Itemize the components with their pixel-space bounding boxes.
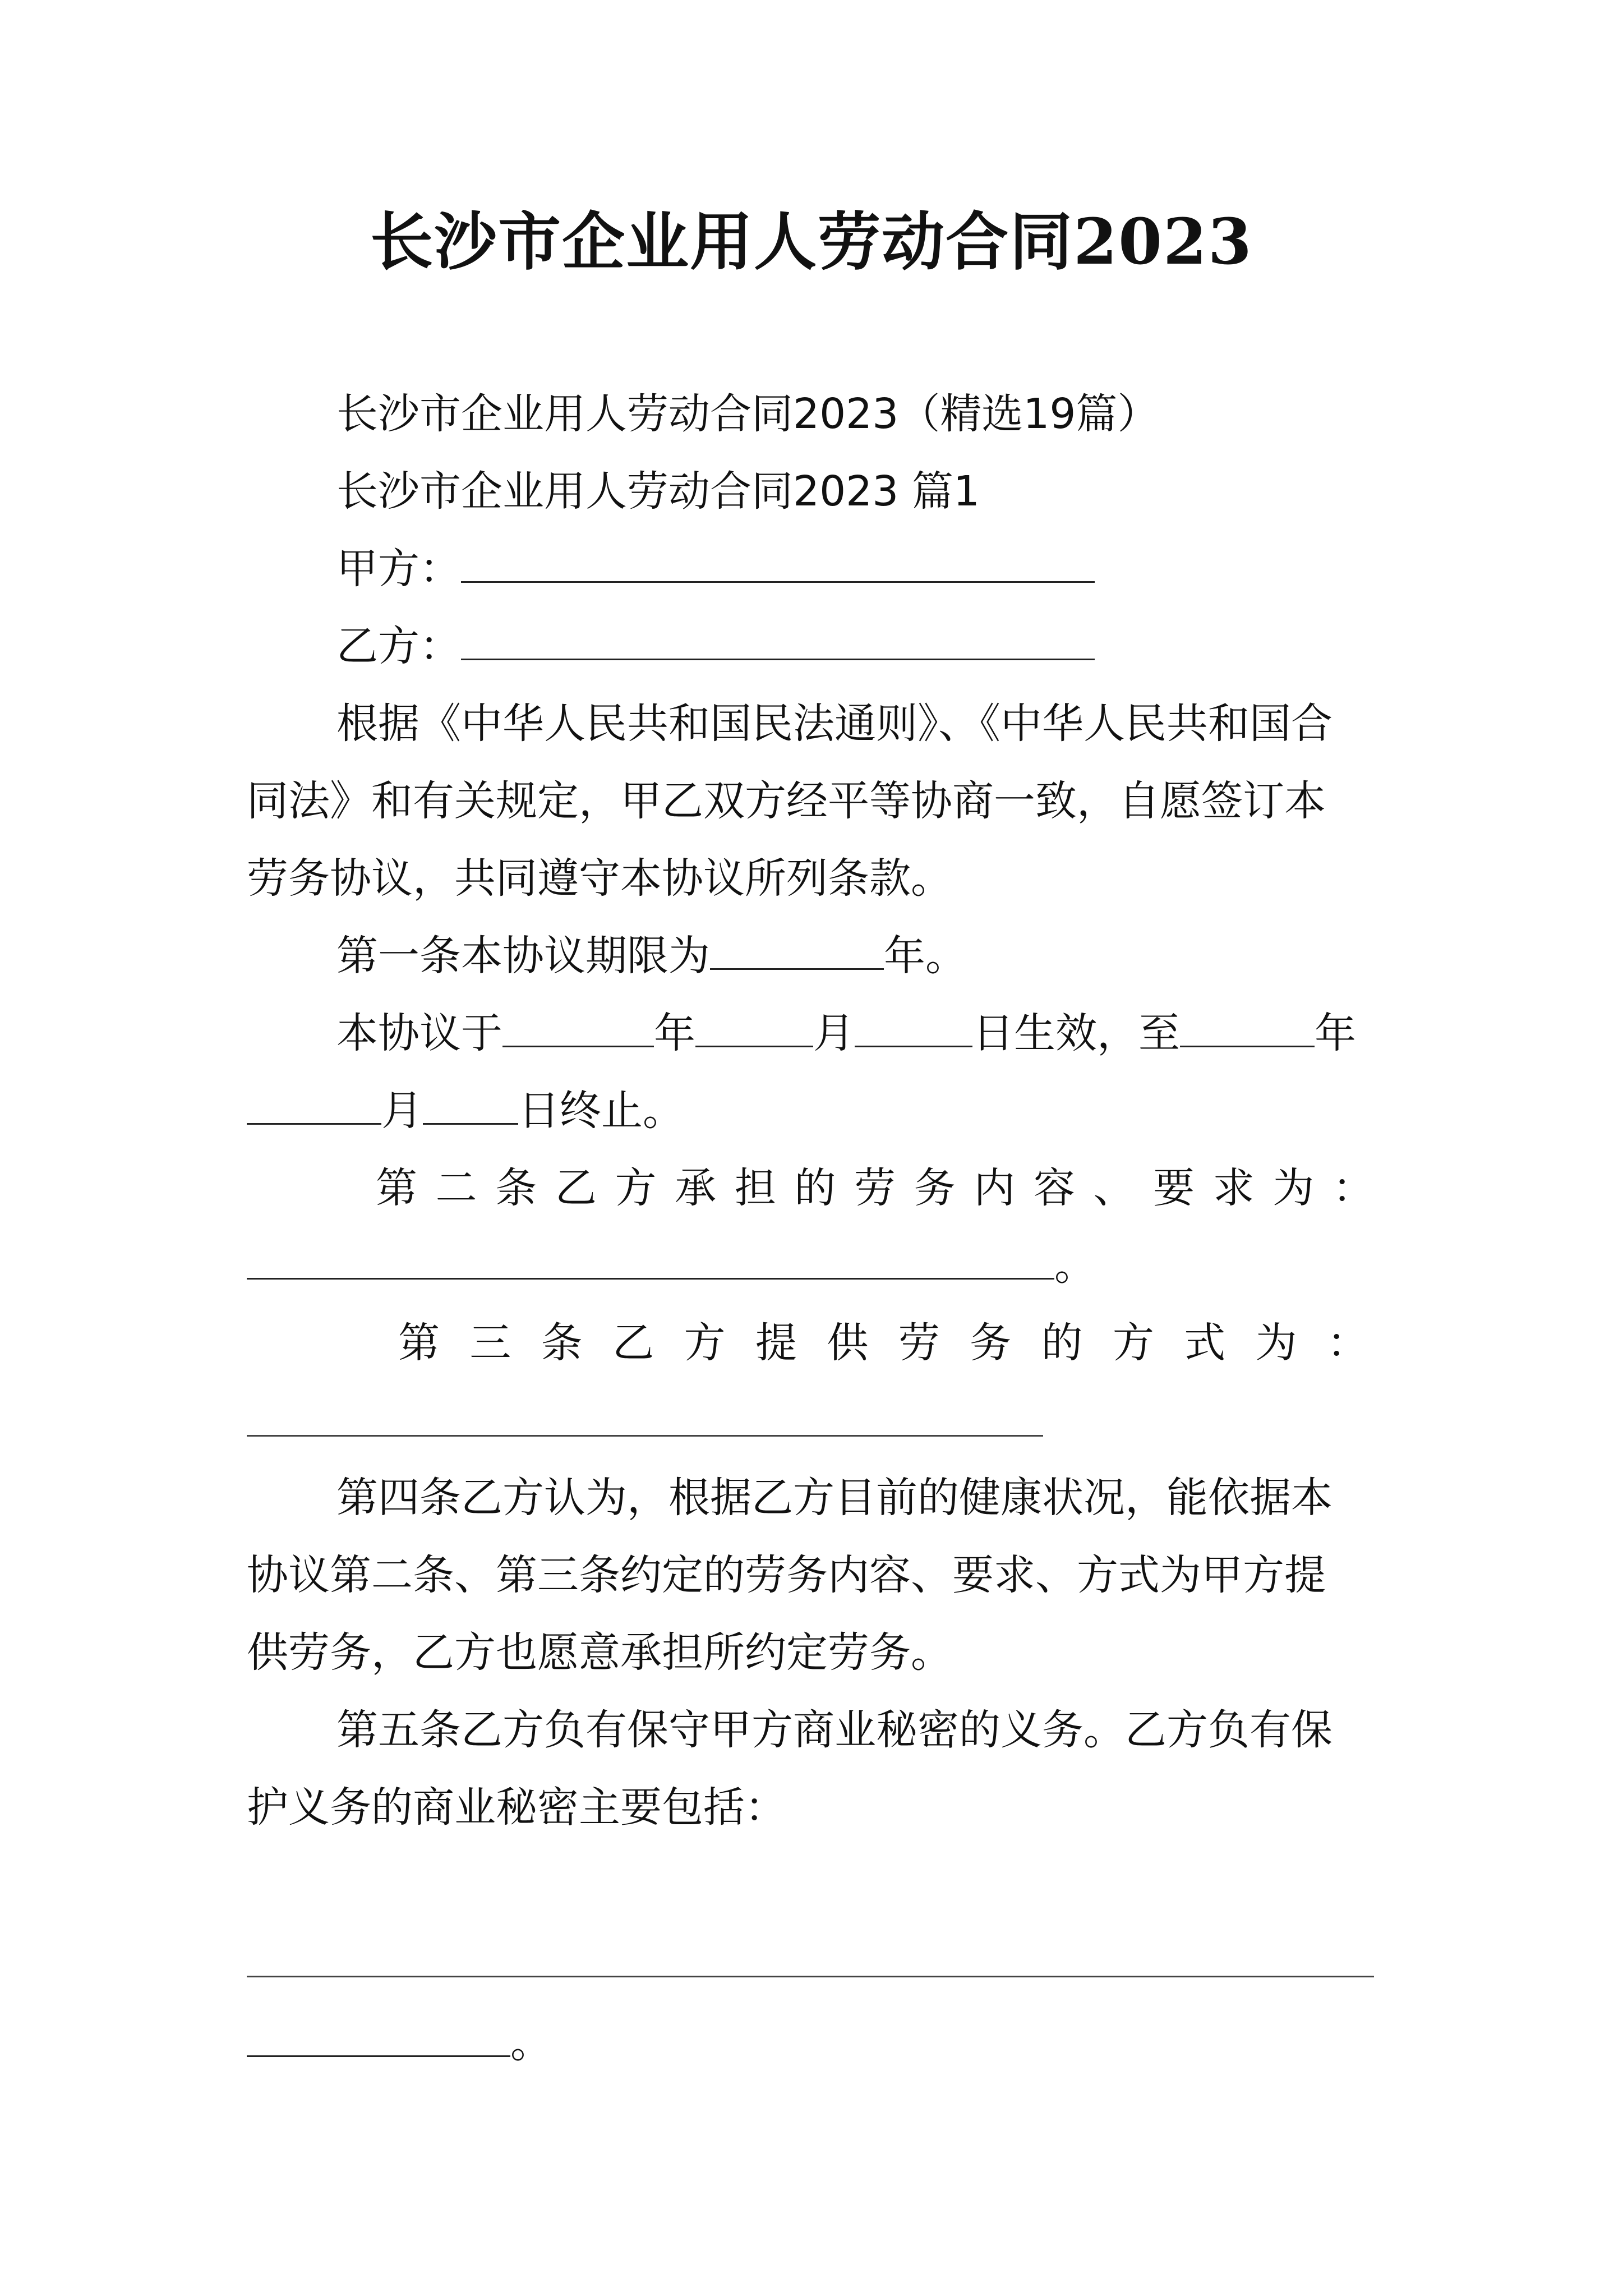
party-b-line [336,618,1095,674]
effective-line-1 [336,1005,1356,1061]
party-b-blank[interactable] [461,618,1095,660]
article-4-line-1: 第四条乙方认为，根据乙方目前的健康状况，能依据本 [336,1474,1332,1522]
effective-text-until: 日生效，至 [972,1009,1180,1057]
article-2: 第二条乙方承担的劳务内容、要求为： [376,1164,1385,1212]
article-5-blank-1[interactable] [247,1976,1374,1977]
article-5-line-2: 护义务的商业秘密主要包括： [247,1783,786,1832]
party-a-line [336,541,1095,597]
article-4-line-3: 供劳务，乙方也愿意承担所约定劳务。 [247,1628,952,1677]
party-b-label: 乙方： [336,622,461,670]
end-day-blank[interactable] [423,1083,518,1125]
article-5-blank-2[interactable] [247,2015,510,2057]
end-month-blank[interactable] [247,1083,381,1125]
start-day-blank[interactable] [855,1005,972,1047]
start-month-blank[interactable] [695,1005,813,1047]
article-5-blank-line-2 [247,2015,552,2071]
article-5-end: 。 [510,2019,552,2067]
end-year-blank[interactable] [1180,1005,1315,1047]
document-title: 长沙市企业用人劳动合同2023 [370,205,1253,279]
effective-line-2 [247,1083,684,1139]
article-2-blank[interactable] [247,1237,1054,1280]
article-2-end: 。 [1054,1241,1096,1290]
effective-text-year-2: 年 [1315,1009,1356,1057]
party-a-label: 甲方： [336,545,461,593]
term-years-blank[interactable] [710,928,884,970]
article-3: 第三条乙方提供劳务的方式为： [398,1319,1385,1367]
article-5-line-1: 第五条乙方负有保守甲方商业秘密的义务。乙方负有保 [336,1706,1332,1754]
intro-line-2: 同法》和有关规定，甲乙双方经平等协商一致，自愿签订本 [247,777,1326,825]
article-1-suffix: 年。 [884,932,967,980]
document-subtitle: 长沙市企业用人劳动合同2023（精选19篇） [336,390,1159,438]
effective-text-month-2: 月 [381,1087,423,1135]
article-2-blank-line [247,1237,1096,1294]
intro-line-3: 劳务协议，共同遵守本协议所列条款。 [247,854,952,903]
article-1 [336,928,967,984]
party-a-blank[interactable] [461,541,1095,583]
effective-text-1: 本协议于 [336,1009,502,1057]
intro-line-1: 根据《中华人民共和国民法通则》、《中华人民共和国合 [336,700,1332,748]
section-heading: 长沙市企业用人劳动合同2023 篇1 [336,467,980,516]
effective-text-terminate: 日终止。 [518,1087,684,1135]
start-year-blank[interactable] [502,1005,654,1047]
article-4-line-2: 协议第二条、第三条约定的劳务内容、要求、方式为甲方提 [247,1551,1326,1599]
article-1-prefix: 第一条本协议期限为 [336,932,710,980]
effective-text-month: 月 [813,1009,855,1057]
article-3-blank[interactable] [247,1435,1043,1437]
effective-text-year: 年 [654,1009,695,1057]
